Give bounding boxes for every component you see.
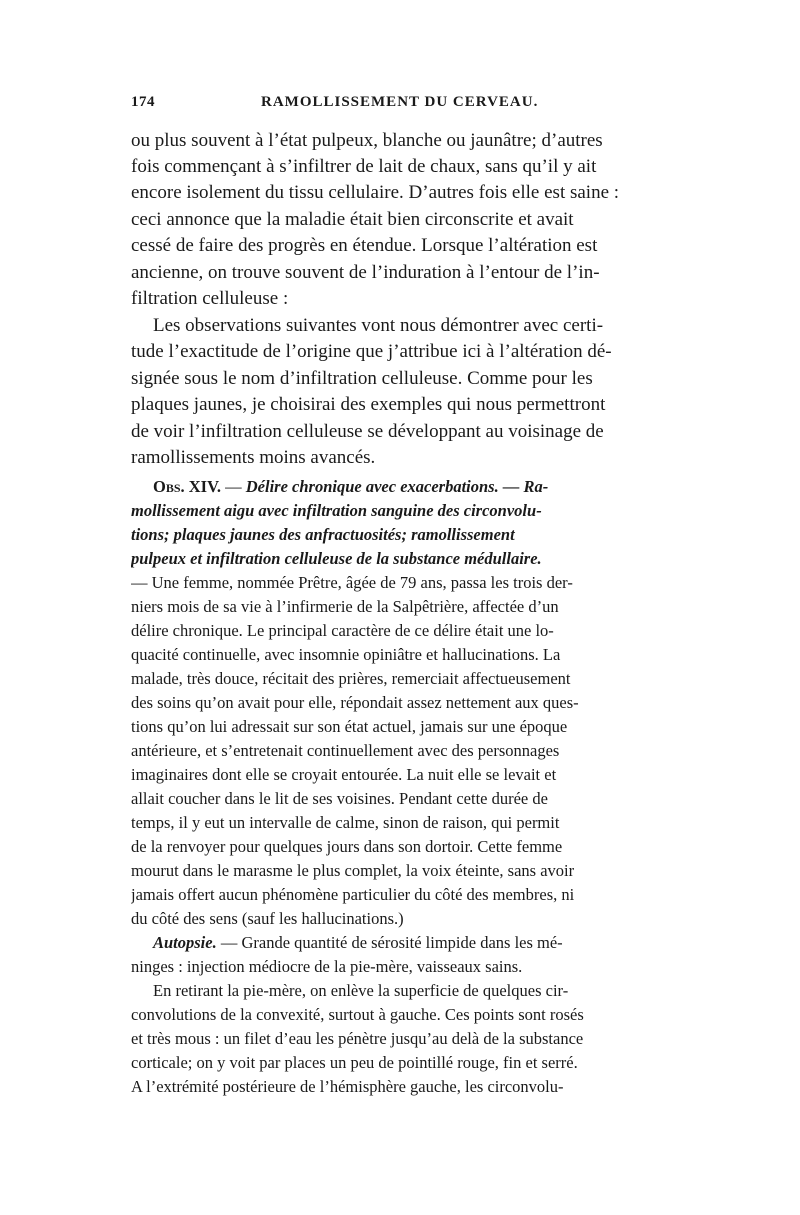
observation-title: Délire chronique avec exacerbations. — Ra- — [245, 477, 549, 496]
observation-line: allait coucher dans le lit de ses voisines. Pendant cette durée de — [131, 789, 548, 808]
observation-line: En retirant la pie-mère, on enlève la superficie de quelques cir- — [153, 981, 569, 1000]
page-number: 174 — [131, 94, 155, 110]
text-line: ou plus souvent à l’état pulpeux, blanche ou jaunâtre; d’autres — [131, 130, 603, 151]
text-line: ceci annonce que la maladie était bien circonscrite et avait — [131, 209, 574, 230]
running-head: RAMOLLISSEMENT DU CERVEAU. — [261, 94, 539, 110]
observation-title-line: tions; plaques jaunes des anfractuosités; ramollissement — [131, 525, 515, 544]
observation-line: malade, très douce, récitait des prières, remerciait affectueusement — [131, 669, 571, 688]
observation-line: tions qu’on lui adressait sur son état actuel, jamais sur une époque — [131, 717, 568, 736]
autopsie-line: Autopsie. — Grande quantité de sérosité limpide dans les mé- — [153, 933, 563, 952]
observation-line: niers mois de sa vie à l’infirmerie de la Salpêtrière, affectée d’un — [131, 597, 559, 616]
text-line: signée sous le nom d’infiltration celluleuse. Comme pour les — [131, 368, 593, 389]
autopsie-label: Autopsie. — [153, 933, 217, 952]
observation-heading: Obs. XIV. — Délire chronique avec exacerbations. — Ra- — [153, 477, 549, 496]
observation-line: du côté des sens (sauf les hallucinations.) — [131, 909, 404, 928]
text-line: plaques jaunes, je choisirai des exemples qui nous permettront — [131, 394, 606, 415]
observation-title-line: pulpeux et infiltration celluleuse de la substance médullaire. — [131, 549, 542, 568]
text-line: Les observations suivantes vont nous démontrer avec certi- — [153, 315, 604, 336]
observation-line: jamais offert aucun phénomène particulier du côté des membres, ni — [131, 885, 575, 904]
text-line: filtration celluleuse : — [131, 288, 289, 309]
text-line: fois commençant à s’infiltrer de lait de chaux, sans qu’il y ait — [131, 156, 597, 177]
text-line: cessé de faire des progrès en étendue. Lorsque l’altération est — [131, 235, 598, 256]
observation-line: corticale; on y voit par places un peu de pointillé rouge, fin et serré. — [131, 1053, 578, 1072]
text-line: tude l’exactitude de l’origine que j’attribue ici à l’altération dé- — [131, 341, 612, 362]
observation-line: de la renvoyer pour quelques jours dans son dortoir. Cette femme — [131, 837, 563, 856]
observation-label: Obs. XIV. — [153, 477, 222, 496]
observation-line: et très mous : un filet d’eau les pénètre jusqu’au delà de la substance — [131, 1029, 584, 1048]
observation-line: imaginaires dont elle se croyait entourée. La nuit elle se levait et — [131, 765, 557, 784]
autopsie-line: ninges : injection médiocre de la pie-mère, vaisseaux sains. — [131, 957, 523, 976]
observation-line: temps, il y eut un intervalle de calme, sinon de raison, qui permit — [131, 813, 560, 832]
observation-line: délire chronique. Le principal caractère de ce délire était une lo- — [131, 621, 554, 640]
observation-line: quacité continuelle, avec insomnie opiniâtre et hallucinations. La — [131, 645, 561, 664]
observation-line: des soins qu’on avait pour elle, répondait assez nettement aux ques- — [131, 693, 579, 712]
text-line: ancienne, on trouve souvent de l’induration à l’entour de l’in- — [131, 262, 600, 283]
observation-line: antérieure, et s’entretenait continuellement avec des personnages — [131, 741, 560, 760]
text-line: encore isolement du tissu cellulaire. D’autres fois elle est saine : — [131, 182, 620, 203]
text-line: ramollissements moins avancés. — [131, 447, 376, 468]
observation-title-line: mollissement aigu avec infiltration sanguine des circonvolu- — [131, 501, 542, 520]
text-line: de voir l’infiltration celluleuse se développant au voisinage de — [131, 421, 604, 442]
observation-line: mourut dans le marasme le plus complet, la voix éteinte, sans avoir — [131, 861, 575, 880]
observation-line: A l’extrémité postérieure de l’hémisphère gauche, les circonvolu- — [131, 1077, 564, 1096]
observation-line: — Une femme, nommée Prêtre, âgée de 79 ans, passa les trois der- — [131, 573, 573, 592]
page-header — [131, 94, 674, 118]
observation-line: convolutions de la convexité, surtout à gauche. Ces points sont rosés — [131, 1005, 584, 1024]
